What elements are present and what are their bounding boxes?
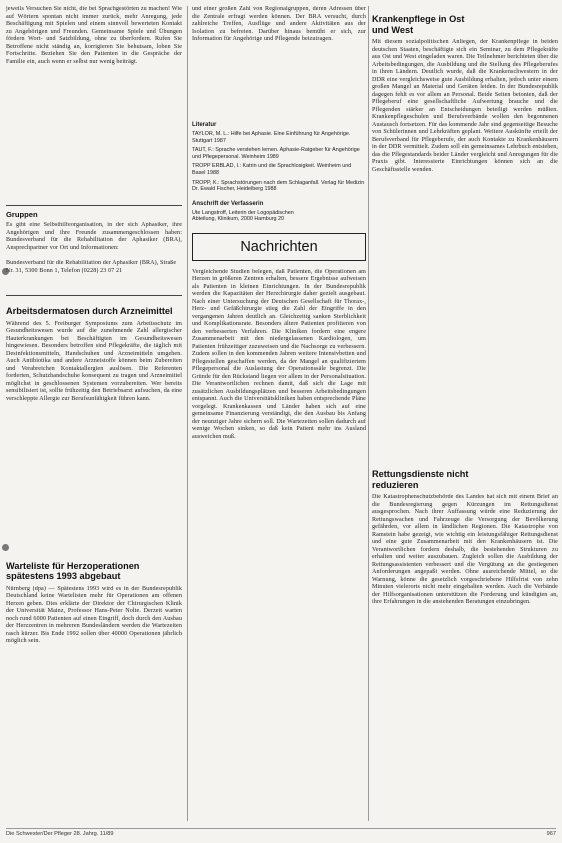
column-left [6,0,182,676]
nachrichten-text: Vergleichende Studien belegen, daß Patienten, die Operationen am Herzen in größeren Zentren erhalten, bessere Ergebnisse aufweisen als Patienten in kleinen Einrichtungen. In der Bundesrepublik werden die Kapazitäten der Herzchirurgie daher gezielt ausgebaut. Nach einer Untersuchung der Deutschen Gesellschaft für Thorax-, Herz- und Gefäßchirurgie stieg die Zahl der Eingriffe in den vergangenen Jahren deutlich an. Gleichzeitig sanken Sterblichkeit und Komplikationsrate. Besonders ältere Patienten profitieren von den verbesserten Verfahren. Die Kliniken fordern eine engere Zusammenarbeit mit den niedergelassenen Kardiologen, um Patienten frühzeitiger zuzuweisen und die Nachsorge zu verbessern. Zudem sollen in den kommenden Jahren weitere Intensivbetten und Pflegestellen geschaffen werden, da der Mangel an qualifiziertem Pflegepersonal die Auslastung der Operationssäle begrenzt. Die Gründe für den Rückstand liegen vor allem in der Personalsituation. Die Verantwortlichen rechnen damit, daß sich die Lage mit zusätzlichen Ausbildungsplätzen und besseren Arbeitsbedingungen entspannt. Auch die Universitätskliniken haben entsprechende Pläne vorgelegt. Krankenkassen und Länder haben sich auf eine gemeinsame Finanzierung verständigt, die den Ausbau bis Anfang der neunziger Jahre sichern soll. Die Wartezeiten sollen dadurch auf wenige Wochen sinken, so daß kein Patient mehr ins Ausland ausweichen muß. [192,268,366,440]
rettung-text: Die Katastrophenschutzbehörde des Landes hat sich mit einem Brief an die Bundesregierung gegen Kürzungen im Rettungsdienst ausgesprochen. Nach ihrer Auffassung würde eine Reduzierung der Rettungswachen und Fahrzeuge die Versorgung der Bevölkerung gefährden, vor allem in ländlichen Regionen. Die Katastrophe von Ramstein habe gezeigt, wie wichtig ein leistungsfähiger Rettungsdienst und eine gute Zusammenarbeit mit den Krankenhäusern ist. Die Verantwortlichen fordern deshalb, die bestehenden Strukturen zu erhalten und weiter auszubauen. Zugleich sollen die Ausbildung der Rettungsassistenten verbessert und die Vergütung an die gestiegenen Anforderungen angepaßt werden. Ohne ausreichende Mittel, so die Warnung, könne die gesetzlich vorgeschriebene Hilfsfrist von zehn Minuten vielerorts nicht mehr eingehalten werden. Auch die Verbände der Hilfsorganisationen unterstützen die Forderung und kündigten an, ihre Erfahrungen in die anstehenden Beratungen einzubringen. [372,494,558,605]
literatur-item: TAYLOR, M. L.: Hilfe bei Aphasie. Eine Einführung für Angehörige. Stuttgart 1987 [192,131,351,144]
divider [6,205,182,206]
literatur-item: TROPP, K.: Sprachstörungen nach dem Schlaganfall. Verlag für Medizin Dr. Ewald Fischer, Heidelberg 1988 [192,179,365,193]
literatur-item: TAUT, F.: Sprache verstehen lernen. Aphasie-Ratgeber für Angehörige und Pflegepersonal. Weinheim 1989 [192,147,360,160]
anschrift-text: Ute Langstroff, Leiterin der Logopädischen Abteilung, Klinikum, 2000 Hamburg 20 [192,209,294,223]
page-number: 967 [546,831,556,837]
gruppen-address: Bundesverband für die Rehabilitation der Aphasiker (BRA), Straße Nr. 31, 5300 Bonn 1, Telefon (0228) 23 07 21 [6,260,177,274]
kranken-text: Mit diesem sozialpolitischen Anliegen, der Krankenpflege in beiden deutschen Staaten, beschäftigte sich ein Seminar, zu dem Pflegekräfte aus Ost und West eingeladen waren. Die Teilnehmer berichteten über die Arbeitsbedingungen, die Ausbildung und die Stellung des Pflegeberufes in ihren Ländern. Deutlich wurde, daß die Krankenschwestern in der DDR eine vergleichsweise gute Ausbildung erhalten, jedoch unter einem großen Mangel an Material und Geräten leiden. In der Bundesrepublik dagegen fehlt es vor allem an Personal. Beide Seiten betonten, daß der Pflegeberuf eine gesellschaftliche Aufwertung brauche und die Pflegenden stärker an Entscheidungen beteiligt werden müßten. Krankenpflegeschulen und Berufsverbände wollen den begonnenen Austausch fortsetzen. Für das kommende Jahr sind gegenseitige Besuche von Schülerinnen und Lehrkräften geplant. Weitere Auskünfte erteilt der Berufsverband für Pflegeberufe, der auch Kontakte zu Krankenhäusern in der DDR vermittelt. Zudem soll ein gemeinsames Lehrbuch entstehen, das die Pflegestandards beider Länder vergleicht und Anregungen für die Praxis gibt. Interessierte Einrichtungen können sich an die Geschäftsstelle wenden. [372,39,558,173]
column-divider-1 [187,6,188,821]
column-right [372,0,558,744]
page-footer [6,828,556,837]
arznei-heading: Arbeitsdermatosen durch Arzneimittel [6,306,173,316]
anschrift-title: Anschrift der Verfasserin [192,200,264,207]
rettung-heading: Rettungsdienste nicht reduzieren [372,469,469,490]
gruppen-heading: Gruppen [6,210,38,219]
intro-text: jeweils Versuchen Sie nicht, die bei Sprachgestörten zu machen! Wie auf Wörtern spontan nicht immer zurück, mehr Anregung, jede Beschäftigung mit Spielen und einem sinnvoll bewerteten Kontakt zu Angehörigen und Freunden. Gemeinsame Spiele und Übungen fördern Wort- und Satzbildung, ohne zu überfordern. Rufen Sie Betroffene nicht ständig an, korrigieren Sie behutsam, loben Sie Fortschritte. Beziehen Sie den Patienten in die Gespräche der Familie ein, auch wenn er selbst nur wenig beiträgt. [6,6,182,65]
literatur-item: TROPP ERBLAD, I.: Katrin und die Sprachlosigkeit. Weinheim und Basel 1988 [192,163,352,176]
gruppen-text: Es gibt eine Selbsthilfeorganisation, in der sich Aphasiker, ihre Angehörigen und ihre Freunde zusammengeschlossen haben: Bundesverband für die Rehabilitation der Aphasiker (BRA), Ansprechpartner vor Ort und Informationen: [6,222,182,251]
nachrichten-label: Nachrichten [240,238,318,255]
warte-text: Nürnberg (dpa) — Spätestens 1993 wird es in der Bundesrepublik Deutschland keine Wartelisten mehr für Operationen am offenen Herzen geben. Dies erklärte der Direktor der Chirurgischen Klinik der Universität Mainz, Professor Hans-Peter Nolte. Derzeit warten noch rund 6000 Patienten auf einen Eingriff, doch durch den Ausbau der Herzzentren in mehreren Bundesländern werden die Wartezeiten rasch kürzer. Bis Ende 1992 sollen über 40000 Operationen jährlich möglich sein. [6,585,182,644]
column-divider-2 [368,6,369,821]
divider [6,295,182,296]
kranken-heading: Krankenpflege in Ost und West [372,14,465,35]
footer-source: Die Schwester/Der Pfleger 28. Jahrg. 11/89 [6,831,114,837]
warte-heading: Warteliste für Herzoperationen spätestens 1993 abgebaut [6,560,140,581]
arznei-text: Während des 5. Freiburger Symposiums zum Arbeitsschutz im Gesundheitswesen wurde auf die zunehmende Zahl allergischer Hauterkrankungen bei Beschäftigten im Gesundheitswesen hingewiesen. Besonders betroffen sind Pflegekräfte, die täglich mit Desinfektionsmitteln, Handschuhen und Arzneimitteln umgehen. Auch Antibiotika und andere Arzneistoffe können beim Zubereiten und Verabreichen Kontaktallergien auslösen. Die Referenten forderten, Schutzhandschuhe konsequent zu tragen und Arzneimittel möglichst in geschlossenen Systemen vorzubereiten. Wer bereits sensibilisiert ist, sollte frühzeitig den Betriebsarzt aufsuchen, da eine verschleppte Allergie zur Berufsunfähigkeit führen kann. [6,320,182,402]
column-middle [192,0,366,649]
nachrichten-section-label [192,233,366,261]
top-text: und einer großen Zahl von Regionalgruppen, deren Adressen über die Zentrale erfragt werden können. Der BRA versucht, durch zahlreiche Treffen, Ausflüge und andere Aktivitäten aus der Isolation zu befreien. Darüber hinaus bemüht er sich, zur Information für Angehörige und Pflegende beizutragen. [192,6,366,42]
literatur-title: Literatur [192,122,217,128]
